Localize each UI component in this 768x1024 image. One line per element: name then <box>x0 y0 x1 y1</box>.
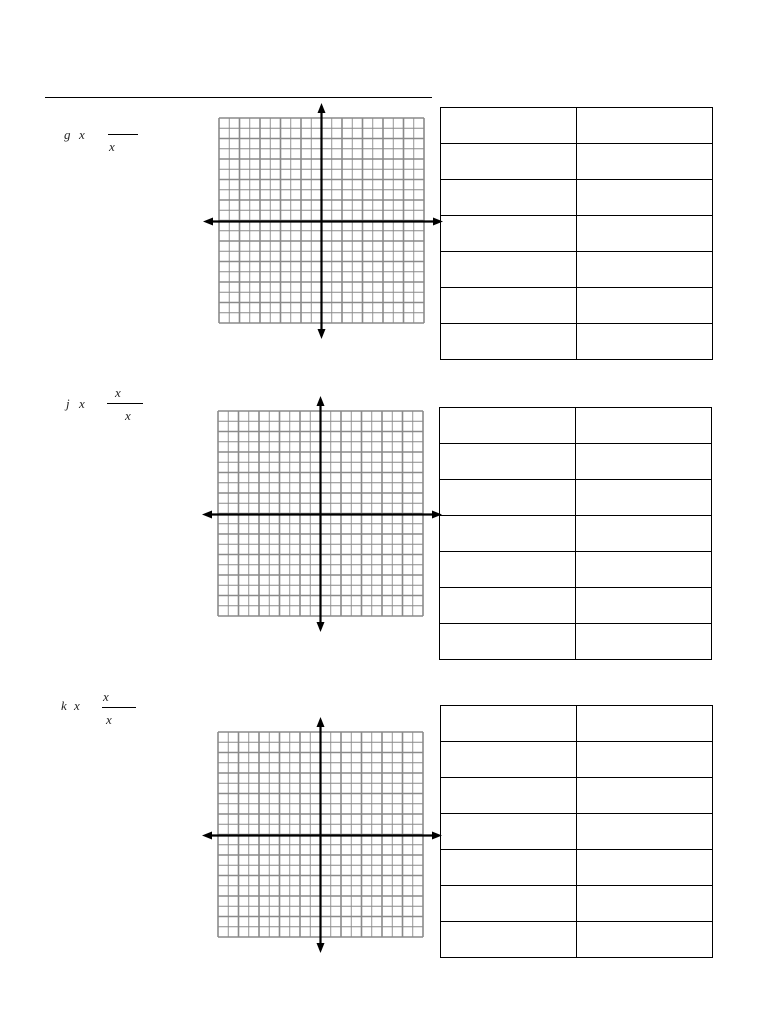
table-row <box>441 886 713 922</box>
x-value-cell[interactable] <box>441 252 577 288</box>
y-value-cell[interactable] <box>576 444 712 480</box>
y-value-cell[interactable] <box>576 588 712 624</box>
x-value-cell[interactable] <box>440 516 576 552</box>
y-axis-down-arrow-icon <box>317 943 325 953</box>
table-row <box>440 444 712 480</box>
value-table[interactable] <box>439 407 712 660</box>
table-row <box>440 516 712 552</box>
value-table[interactable] <box>440 705 713 958</box>
function-variable: x <box>79 127 85 142</box>
y-value-cell[interactable] <box>576 480 712 516</box>
y-value-cell[interactable] <box>576 408 712 444</box>
y-value-cell[interactable] <box>577 850 713 886</box>
table-row <box>441 144 713 180</box>
table-row <box>440 552 712 588</box>
table-row <box>441 252 713 288</box>
fraction-denominator: x <box>106 712 112 727</box>
y-axis-down-arrow-icon <box>318 329 326 339</box>
coordinate-grid[interactable] <box>202 717 442 953</box>
table-row <box>441 778 713 814</box>
table-row <box>441 324 713 360</box>
fraction-denominator: x <box>109 139 115 154</box>
function-variable: x <box>79 396 85 411</box>
x-value-cell[interactable] <box>441 216 577 252</box>
x-value-cell[interactable] <box>441 814 577 850</box>
y-value-cell[interactable] <box>577 288 713 324</box>
table-row <box>441 742 713 778</box>
y-value-cell[interactable] <box>577 144 713 180</box>
x-axis-left-arrow-icon <box>203 218 213 226</box>
y-value-cell[interactable] <box>577 108 713 144</box>
table-row <box>441 850 713 886</box>
y-value-cell[interactable] <box>576 516 712 552</box>
x-value-cell[interactable] <box>441 742 577 778</box>
y-value-cell[interactable] <box>577 778 713 814</box>
table-row <box>441 706 713 742</box>
table-row <box>441 814 713 850</box>
x-value-cell[interactable] <box>441 144 577 180</box>
coordinate-grid[interactable] <box>203 103 443 339</box>
fraction-bar <box>102 707 136 708</box>
table-row <box>441 288 713 324</box>
y-axis-up-arrow-icon <box>318 103 326 113</box>
y-value-cell[interactable] <box>577 252 713 288</box>
value-table[interactable] <box>440 107 713 360</box>
x-value-cell[interactable] <box>441 288 577 324</box>
fraction-bar <box>107 403 143 404</box>
x-value-cell[interactable] <box>440 588 576 624</box>
table-row <box>440 624 712 660</box>
x-value-cell[interactable] <box>441 886 577 922</box>
table-row <box>440 408 712 444</box>
x-value-cell[interactable] <box>441 706 577 742</box>
y-value-cell[interactable] <box>577 922 713 958</box>
y-axis-down-arrow-icon <box>317 622 325 632</box>
fraction-bar <box>108 134 138 135</box>
table-row <box>440 588 712 624</box>
x-value-cell[interactable] <box>440 480 576 516</box>
x-axis-left-arrow-icon <box>202 511 212 519</box>
y-value-cell[interactable] <box>577 742 713 778</box>
x-axis-left-arrow-icon <box>202 832 212 840</box>
header-rule <box>45 97 432 98</box>
y-value-cell[interactable] <box>577 706 713 742</box>
function-name: k <box>61 698 67 713</box>
fraction-numerator: x <box>115 385 121 400</box>
y-value-cell[interactable] <box>577 180 713 216</box>
fraction-numerator: x <box>103 689 109 704</box>
table-row <box>441 108 713 144</box>
table-row <box>440 480 712 516</box>
x-value-cell[interactable] <box>440 444 576 480</box>
x-value-cell[interactable] <box>441 324 577 360</box>
y-axis-up-arrow-icon <box>317 717 325 727</box>
y-value-cell[interactable] <box>577 216 713 252</box>
table-row <box>441 216 713 252</box>
y-value-cell[interactable] <box>577 324 713 360</box>
x-value-cell[interactable] <box>440 408 576 444</box>
function-name: j <box>66 396 70 411</box>
fraction-denominator: x <box>125 408 131 423</box>
x-value-cell[interactable] <box>441 850 577 886</box>
y-value-cell[interactable] <box>577 886 713 922</box>
table-row <box>441 922 713 958</box>
table-row <box>441 180 713 216</box>
x-value-cell[interactable] <box>441 922 577 958</box>
x-value-cell[interactable] <box>441 180 577 216</box>
y-axis-up-arrow-icon <box>317 396 325 406</box>
x-value-cell[interactable] <box>440 624 576 660</box>
function-variable: x <box>74 698 80 713</box>
x-value-cell[interactable] <box>441 778 577 814</box>
coordinate-grid[interactable] <box>202 396 442 632</box>
x-value-cell[interactable] <box>440 552 576 588</box>
y-value-cell[interactable] <box>576 552 712 588</box>
y-value-cell[interactable] <box>576 624 712 660</box>
function-name: g <box>64 127 71 142</box>
x-value-cell[interactable] <box>441 108 577 144</box>
y-value-cell[interactable] <box>577 814 713 850</box>
